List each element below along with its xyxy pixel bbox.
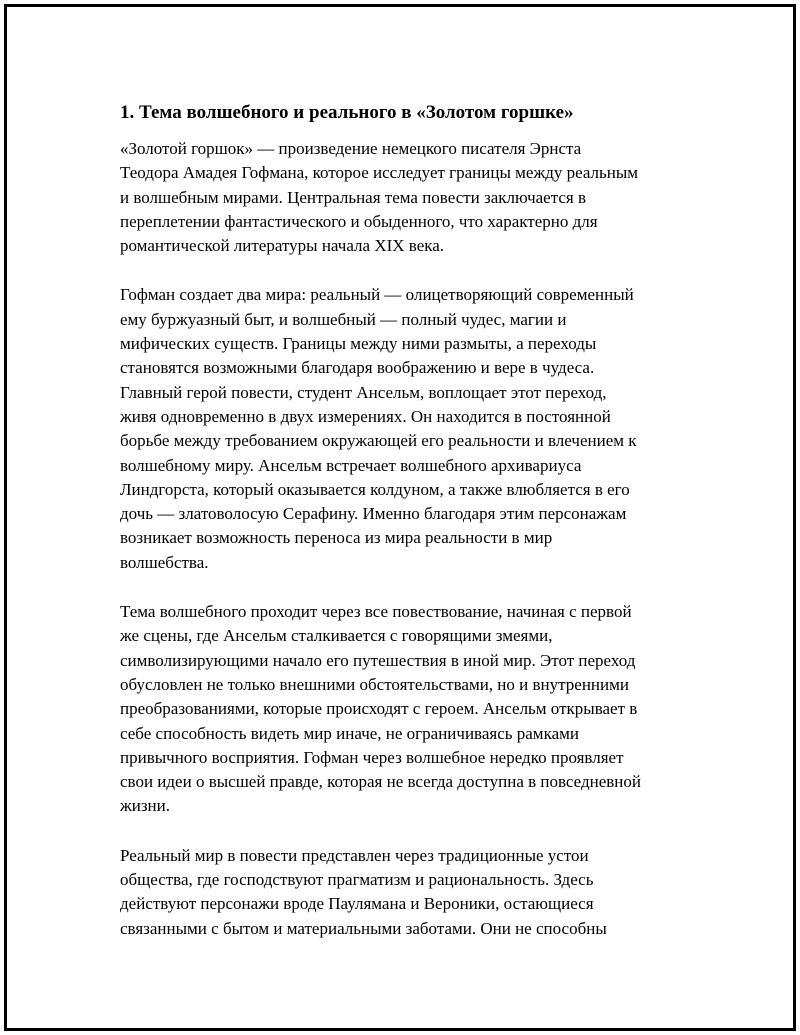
text-line: живя одновременно в двух измерениях. Он находится в постоянной [120,406,611,426]
text-line: переплетении фантастического и обыденного, что характерно для [120,211,598,231]
section-heading: 1. Тема волшебного и реального в «Золотом горшке» [120,102,574,123]
page-border [4,4,796,1031]
text-line: себе способность видеть мир иначе, не ограничиваясь рамками [120,723,579,743]
text-line: жизни. [120,796,171,816]
text-line: борьбе между требованием окружающей его реальности и влечением к [120,431,637,451]
text-line: мифических существ. Границы между ними размыты, а переходы [120,334,597,354]
paragraph-4 [120,844,700,941]
text-line: волшебства. [120,552,209,572]
text-line: и волшебным мирами. Центральная тема повести заключается в [120,187,586,207]
text-line: связанными с бытом и материальными заботами. Они не способны [120,918,607,938]
text-line: Реальный мир в повести представлен через традиционные устои [120,845,589,865]
paragraph-2 [120,283,700,575]
text-line: «Золотой горшок» — произведение немецкого писателя Эрнста [120,139,582,158]
text-line: Линдгорста, который оказывается колдуном, а также влюбляется в его [120,479,630,499]
text-line: привычного восприятия. Гофман через волшебное нередко проявляет [120,747,624,767]
text-line: общества, где господствуют прагматизм и рациональность. Здесь [120,870,594,890]
paragraph-1 [120,137,700,258]
text-line: преобразованиями, которые происходят с героем. Ансельм открывает в [120,699,638,719]
text-line: волшебному миру. Ансельм встречает волшебного архивариуса [120,455,582,475]
text-line: романтической литературы начала XIX века. [120,236,445,256]
text-line: же сцены, где Ансельм сталкивается с говорящими змеями, [120,626,553,646]
text-line: возникает возможность переноса из мира реальности в мир [120,528,553,548]
text-line: становятся возможными благодаря воображению и вере в чудеса. [120,358,595,378]
text-line: обусловлен не только внешними обстоятельствами, но и внутренними [120,674,629,694]
text-line: Главный герой повести, студент Ансельм, воплощает этот переход, [120,382,607,402]
text-line: действуют персонажи вроде Паулямана и Вероники, остающиеся [120,894,594,914]
document-body [120,99,700,966]
text-line: Гофман создает два мира: реальный — олицетворяющий современный [120,285,634,305]
paragraph-3 [120,600,700,819]
text-line: свои идеи о высшей правде, которая не всегда доступна в повседневной [120,772,641,792]
text-line: Тема волшебного проходит через все повествование, начиная с первой [120,602,632,622]
text-line: Теодора Амадея Гофмана, которое исследует границы между реальным [120,163,639,183]
text-line: дочь — златоволосую Серафину. Именно благодаря этим персонажам [120,504,627,524]
text-line: символизирующими начало его путешествия в иной мир. Этот переход [120,650,636,670]
text-line: ему буржуазный быт, и волшебный — полный чудес, магии и [120,309,567,329]
